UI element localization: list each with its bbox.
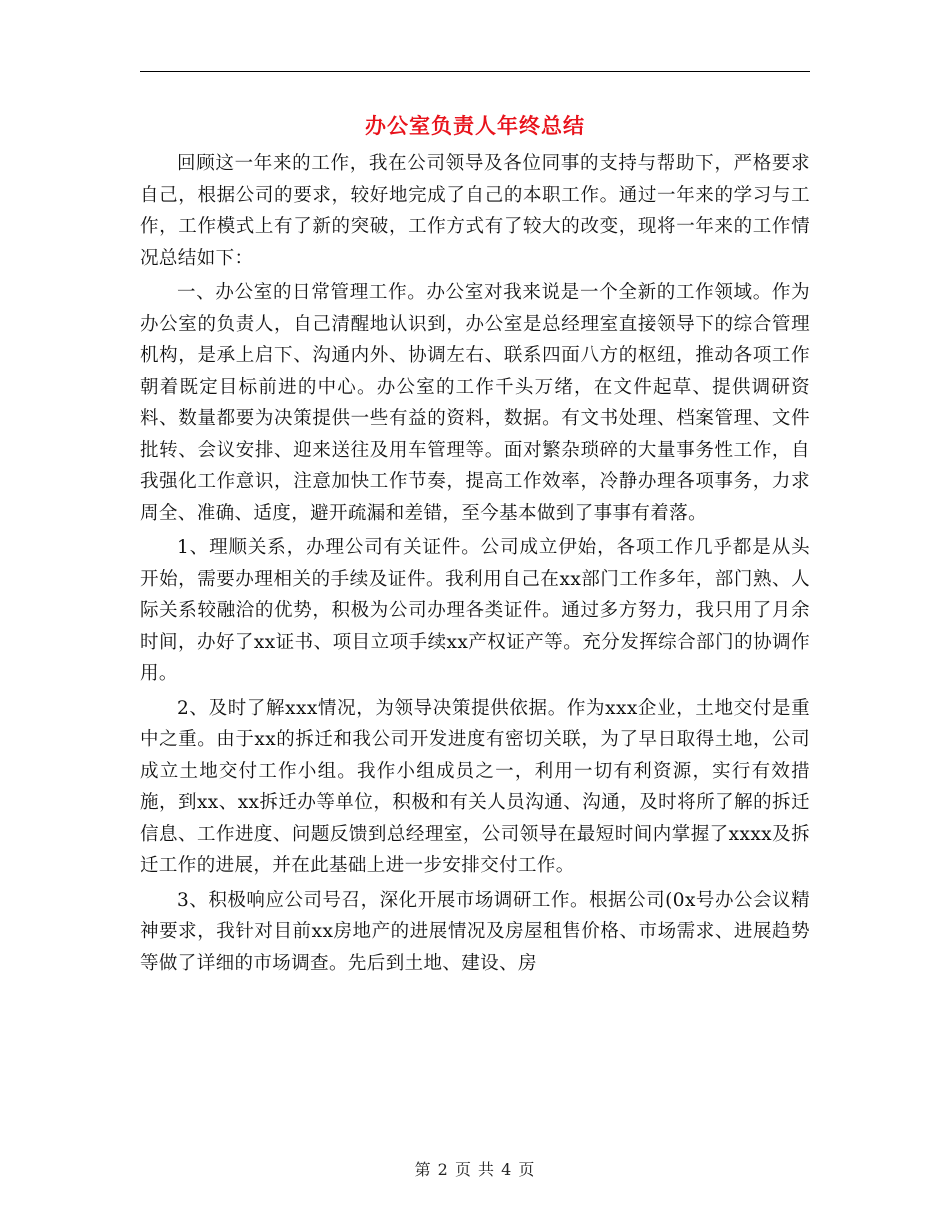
document-title: 办公室负责人年终总结 [365,113,585,138]
paragraph-office-management: 一、办公室的日常管理工作。办公室对我来说是一个全新的工作领域。作为办公室的负责人，自己清醒地认识到，办公室是总经理室直接领导下的综合管理机构，是承上启下、沟通内外、协调左右、联系四面八方的枢纽，推动各项工作朝着既定目标前进的中心。办公室的工作千头万绪，在文件起草、提供调研资料、数量都要为决策提供一些有益的资料，数据。有文书处理、档案管理、文件批转、会议安排、迎来送往及用车管理等。面对繁杂琐碎的大量事务性工作，自我强化工作意识，注意加快工作节奏，提高工作效率，冷静办理各项事务，力求周全、准确、适度，避开疏漏和差错，至今基本做到了事事有着落。 [140,282,810,524]
paragraph-intro: 回顾这一年来的工作，我在公司领导及各位同事的支持与帮助下，严格要求自己，根据公司的要求，较好地完成了自己的本职工作。通过一年来的学习与工作，工作模式上有了新的突破，工作方式有了较大的改变，现将一年来的工作情况总结如下： [140,153,810,269]
paragraph-certificates: 1、理顺关系，办理公司有关证件。公司成立伊始，各项工作几乎都是从头开始，需要办理相关的手续及证件。我利用自己在xx部门工作多年，部门熟、人际关系较融洽的优势，积极为公司办理各类证件。通过多方努力，我只用了月余时间，办好了xx证书、项目立项手续xx产权证产等。充分发挥综合部门的协调作用。 [140,537,810,684]
paragraph-land-delivery: 2、及时了解xxx情况，为领导决策提供依据。作为xxx企业，土地交付是重中之重。由于xx的拆迁和我公司开发进度有密切关联，为了早日取得土地，公司成立土地交付工作小组。我作小组成员之一，利用一切有利资源，实行有效措施，到xx、xx拆迁办等单位，积极和有关人员沟通、沟通，及时将所了解的拆迁信息、工作进度、问题反馈到总经理室，公司领导在最短时间内掌握了xxxx及拆迁工作的进展，并在此基础上进一步安排交付工作。 [140,697,810,876]
page-number-footer: 第 2 页 共 4 页 [414,1160,536,1179]
header-rule [140,71,810,72]
document-body [140,148,810,982]
paragraph-market-research: 3、积极响应公司号召，深化开展市场调研工作。根据公司(0x号办公会议精神要求，我针对目前xx房地产的进展情况及房屋租售价格、市场需求、进展趋势等做了详细的市场调查。先后到土地、建设、房 [140,889,810,974]
